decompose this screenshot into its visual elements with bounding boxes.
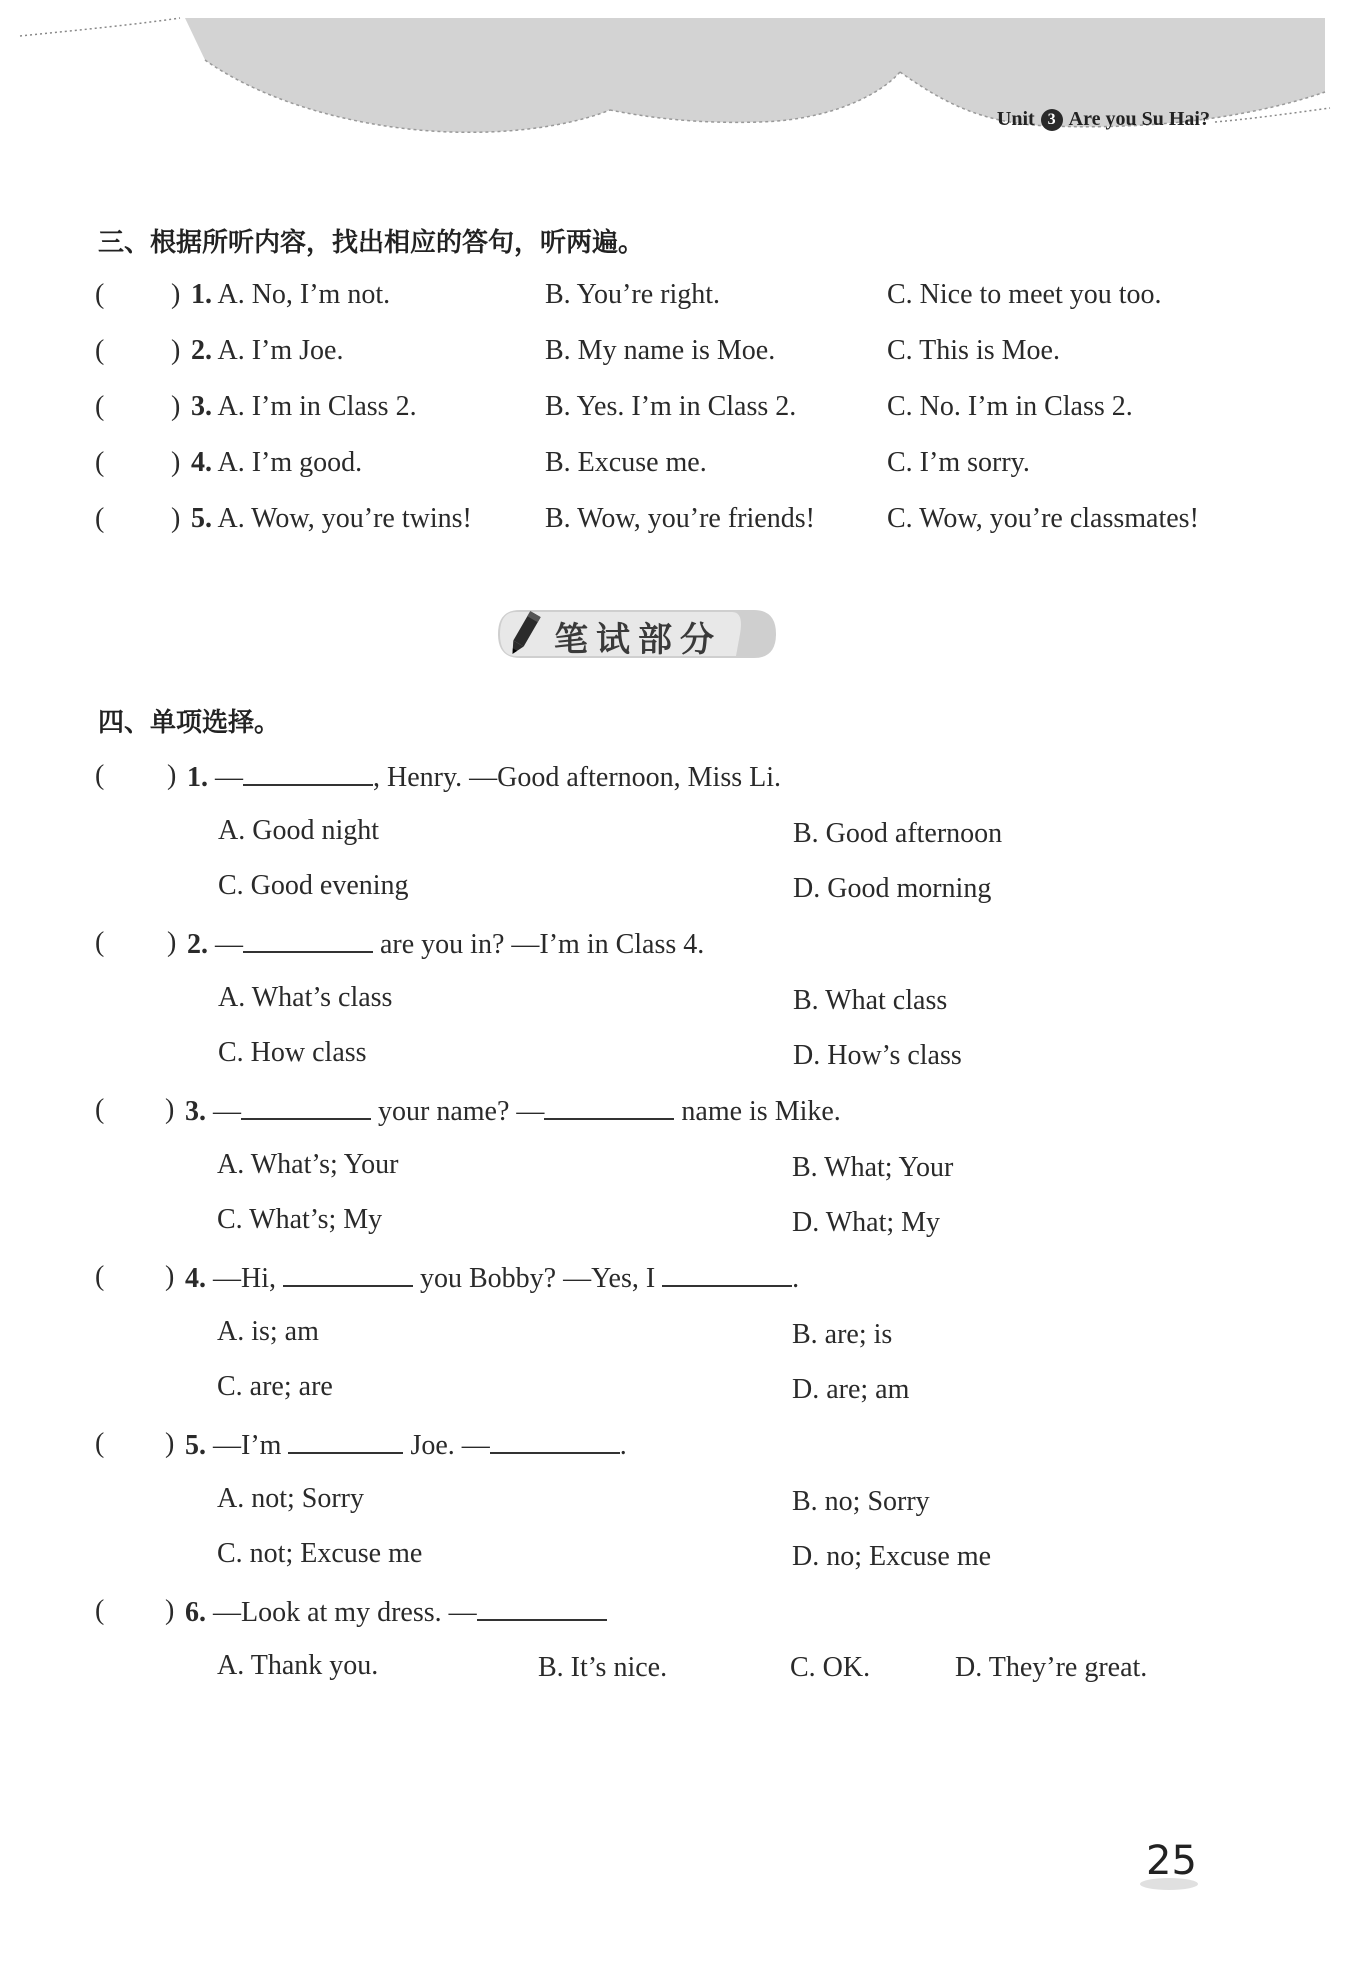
question-text: —Hi, (213, 1263, 283, 1294)
listening-item-2: ( ) 2. A. I’m Joe. B. My name is Moe. C. This is Moe. (95, 331, 1295, 371)
q4-option-c: C. are; are (217, 1371, 333, 1402)
page-number: 25 (1146, 1838, 1197, 1884)
option-b: B. My name is Moe. (545, 335, 776, 366)
option-a: A. Wow, you’re twins! (217, 503, 472, 534)
q3-option-d: D. What; My (792, 1207, 941, 1238)
q3-option-b: B. What; Your (792, 1152, 954, 1183)
unit-title (997, 108, 1210, 131)
q6-option-a: A. Thank you. (217, 1650, 379, 1681)
mc-question-2: ( ) 2. — are you in? —I’m in Class 4. (95, 923, 1295, 963)
question-number: 3. (191, 391, 212, 422)
option-c: C. This is Moe. (887, 335, 1060, 366)
answer-blank[interactable] (243, 756, 373, 786)
q6-option-b: B. It’s nice. (538, 1652, 668, 1683)
question-text: — (215, 762, 243, 793)
answer-blank[interactable] (477, 1591, 607, 1621)
mc-question-4: ( ) 4. —Hi, you Bobby? —Yes, I . (95, 1257, 1295, 1297)
question-text: —I’m (213, 1430, 289, 1461)
mc-question-5: ( ) 5. —I’m Joe. — . (95, 1424, 1295, 1464)
q6-option-d: D. They’re great. (955, 1652, 1148, 1683)
unit-label: Unit (996, 108, 1035, 130)
q2-option-a: A. What’s class (218, 982, 393, 1013)
question-number: 1. (187, 762, 208, 793)
mc-question-1: ( ) 1. — , Henry. —Good afternoon, Miss Li. (95, 756, 1295, 796)
option-a: A. I’m in Class 2. (217, 391, 417, 422)
page-header (0, 0, 1350, 150)
answer-blank[interactable] (283, 1257, 413, 1287)
question-number: 2. (191, 335, 212, 366)
option-a: A. I’m good. (217, 447, 363, 478)
pencil-icon (504, 609, 544, 659)
answer-blank[interactable] (544, 1090, 674, 1120)
option-c: C. Nice to meet you too. (887, 279, 1162, 310)
question-text: — (215, 929, 243, 960)
banner-title: 笔试部分 (554, 620, 722, 660)
option-b: B. Yes. I’m in Class 2. (545, 391, 797, 422)
q1-option-d: D. Good morning (793, 873, 992, 904)
answer-blank[interactable] (490, 1424, 620, 1454)
q6-option-c: C. OK. (790, 1652, 871, 1683)
question-number: 4. (191, 447, 212, 478)
question-number: 6. (185, 1597, 206, 1628)
question-number: 5. (191, 503, 212, 534)
question-text: Joe. — (403, 1430, 490, 1461)
listening-item-4: ( ) 4. A. I’m good. B. Excuse me. C. I’m sorry. (95, 443, 1295, 483)
answer-blank[interactable] (662, 1257, 792, 1287)
question-text: . (619, 1430, 627, 1461)
option-c: C. No. I’m in Class 2. (887, 391, 1133, 422)
question-number: 5. (185, 1430, 206, 1461)
option-a: A. No, I’m not. (217, 279, 391, 310)
unit-number-badge: 3 (1041, 109, 1063, 131)
q4-option-d: D. are; am (792, 1374, 910, 1405)
q4-option-b: B. are; is (792, 1319, 893, 1350)
option-b: B. Wow, you’re friends! (545, 503, 815, 534)
q5-option-c: C. not; Excuse me (217, 1538, 423, 1569)
section4-heading: 四、单项选择。 (98, 708, 281, 738)
question-text: name is Mike. (674, 1096, 841, 1127)
q4-option-a: A. is; am (217, 1316, 319, 1347)
written-section-banner (492, 606, 780, 662)
question-text: you Bobby? —Yes, I (413, 1263, 663, 1294)
q1-option-b: B. Good afternoon (793, 818, 1003, 849)
section3-heading: 三、根据所听内容，找出相应的答句，听两遍。 (98, 228, 645, 258)
answer-blank[interactable] (243, 923, 373, 953)
question-text: , Henry. —Good afternoon, Miss Li. (373, 762, 782, 793)
q5-option-b: B. no; Sorry (792, 1486, 930, 1517)
listening-item-5: ( ) 5. A. Wow, you’re twins! B. Wow, you’re friends! C. Wow, you’re classmates! (95, 499, 1295, 539)
answer-blank[interactable] (241, 1090, 371, 1120)
q2-option-d: D. How’s class (793, 1040, 962, 1071)
answer-blank[interactable] (288, 1424, 403, 1454)
question-number: 2. (187, 929, 208, 960)
q3-option-a: A. What’s; Your (217, 1149, 399, 1180)
question-text: — (213, 1096, 241, 1127)
q3-option-c: C. What’s; My (217, 1204, 383, 1235)
option-b: B. Excuse me. (545, 447, 707, 478)
question-text: —Look at my dress. — (213, 1597, 477, 1628)
listening-item-1: ( ) 1. A. No, I’m not. B. You’re right. C. Nice to meet you too. (95, 275, 1295, 315)
question-text: . (792, 1263, 800, 1294)
question-text: are you in? —I’m in Class 4. (373, 929, 705, 960)
option-c: C. Wow, you’re classmates! (887, 503, 1199, 534)
question-text: your name? — (371, 1096, 545, 1127)
q2-option-b: B. What class (793, 985, 948, 1016)
q5-option-a: A. not; Sorry (217, 1483, 364, 1514)
listening-item-3: ( ) 3. A. I’m in Class 2. B. Yes. I’m in Class 2. C. No. I’m in Class 2. (95, 387, 1295, 427)
question-number: 4. (185, 1263, 206, 1294)
unit-name: Are you Su Hai? (1068, 108, 1210, 130)
mc-question-3: ( ) 3. — your name? — name is Mike. (95, 1090, 1295, 1130)
question-number: 1. (191, 279, 212, 310)
q2-option-c: C. How class (218, 1037, 367, 1068)
option-b: B. You’re right. (545, 279, 721, 310)
q1-option-c: C. Good evening (218, 870, 409, 901)
q5-option-d: D. no; Excuse me (792, 1541, 992, 1572)
option-c: C. I’m sorry. (887, 447, 1030, 478)
mc-question-6: ( ) 6. —Look at my dress. — (95, 1591, 1295, 1631)
question-number: 3. (185, 1096, 206, 1127)
q1-option-a: A. Good night (218, 815, 379, 846)
option-a: A. I’m Joe. (217, 335, 344, 366)
